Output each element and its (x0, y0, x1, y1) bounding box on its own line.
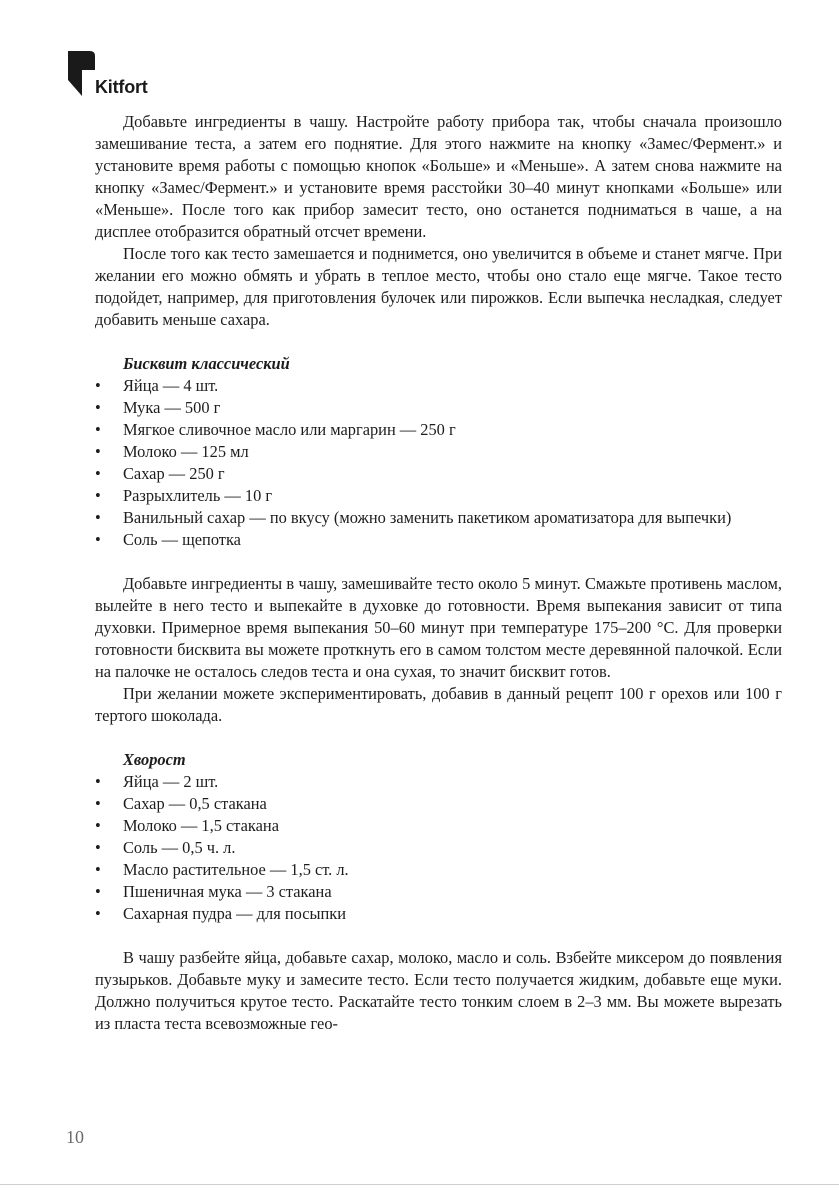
bullet: • (95, 860, 101, 879)
list-item: • Сахарная пудра — для посыпки (95, 904, 346, 923)
page-number: 10 (66, 1127, 84, 1147)
biscuit-paragraph-2: При желании можете экспериментировать, добавив в данный рецепт 100 г орехов или 100 г тертого шоколада. (95, 684, 782, 725)
list-item: • Мука — 500 г (95, 398, 221, 417)
biscuit-paragraph-1: Добавьте ингредиенты в чашу, замешивайте тесто около 5 минут. Смажьте противень маслом, вылейте в него тесто и выпекайте в духовке до готовности. Время выпекания зависит от типа духовки. Примерное время выпекания 50–60 минут при температуре 175–200 °С. Для проверки готовности бисквита вы можете проткнуть его в самом толстом месте деревянной палочкой. Если на палочке не осталось следов теста и она сухая, то значит бисквит готов. (95, 574, 782, 681)
bullet: • (95, 772, 101, 791)
bullet: • (95, 530, 101, 549)
list-item: • Сахар — 250 г (95, 464, 225, 483)
bullet: • (95, 442, 101, 461)
list-item: • Сахар — 0,5 стакана (95, 794, 267, 813)
recipe-title-biscuit: Бисквит классический (123, 354, 290, 373)
bullet: • (95, 376, 101, 395)
recipe-title-khvorost: Хворост (123, 750, 186, 769)
khvorost-paragraph-1: В чашу разбейте яйца, добавьте сахар, молоко, масло и соль. Взбейте миксером до появления пузырьков. Добавьте муку и замесите тесто. Если тесто получается жидким, добавьте еще муки. Должно получиться крутое тесто. Раскатайте тесто тонким слоем в 2–3 мм. Вы можете вырезать из пласта теста всевозможные гео- (95, 948, 782, 1033)
list-item: • Разрыхлитель — 10 г (95, 486, 273, 505)
brand-name: Kitfort (95, 77, 148, 97)
bullet: • (95, 508, 101, 527)
bullet: • (95, 420, 101, 439)
ingredient-list-khvorost (95, 771, 782, 925)
list-item: • Мягкое сливочное масло или маргарин — 250 г (95, 420, 456, 439)
bullet: • (95, 398, 101, 417)
ingredient-list-biscuit (95, 375, 782, 551)
list-item: • Яйца — 2 шт. (95, 772, 219, 791)
page-bottom-divider (0, 1184, 839, 1185)
intro-paragraph-1: Добавьте ингредиенты в чашу. Настройте работу прибора так, чтобы сначала произошло замешивание теста, а затем его поднятие. Для этого нажмите на кнопку «Замес/Фермент.» и установите время работы с помощью кнопок «Больше» и «Меньше». А затем снова нажмите на кнопку «Замес/Фермент.» и установите время расстойки 30–40 минут кнопками «Больше» или «Меньше». После того как прибор замесит тесто, оно останется подниматься в чаше, а на дисплее отобразится обратный отсчет времени. (95, 112, 782, 241)
bullet: • (95, 486, 101, 505)
list-item: • Яйца — 4 шт. (95, 376, 219, 395)
bullet: • (95, 464, 101, 483)
kitfort-logo-icon (66, 50, 96, 98)
list-item: • Соль — щепотка (95, 530, 241, 549)
bullet: • (95, 904, 101, 923)
list-item: • Ванильный сахар — по вкусу (можно заменить пакетиком ароматизатора для выпечки) (95, 508, 732, 527)
list-item: • Пшеничная мука — 3 стакана (95, 882, 332, 901)
bullet: • (95, 838, 101, 857)
bullet: • (95, 794, 101, 813)
list-item: • Молоко — 125 мл (95, 442, 249, 461)
page-content (95, 111, 782, 1035)
bullet: • (95, 882, 101, 901)
intro-paragraph-2: После того как тесто замешается и поднимется, оно увеличится в объеме и станет мягче. При желании его можно обмять и убрать в теплое место, чтобы оно стало еще мягче. Такое тесто подойдет, например, для приготовления булочек или пирожков. Если выпечка несладкая, следует добавить меньше сахара. (95, 244, 782, 329)
kitfort-logo (66, 50, 176, 98)
bullet: • (95, 816, 101, 835)
list-item: • Молоко — 1,5 стакана (95, 816, 279, 835)
list-item: • Масло растительное — 1,5 ст. л. (95, 860, 349, 879)
list-item: • Соль — 0,5 ч. л. (95, 838, 236, 857)
